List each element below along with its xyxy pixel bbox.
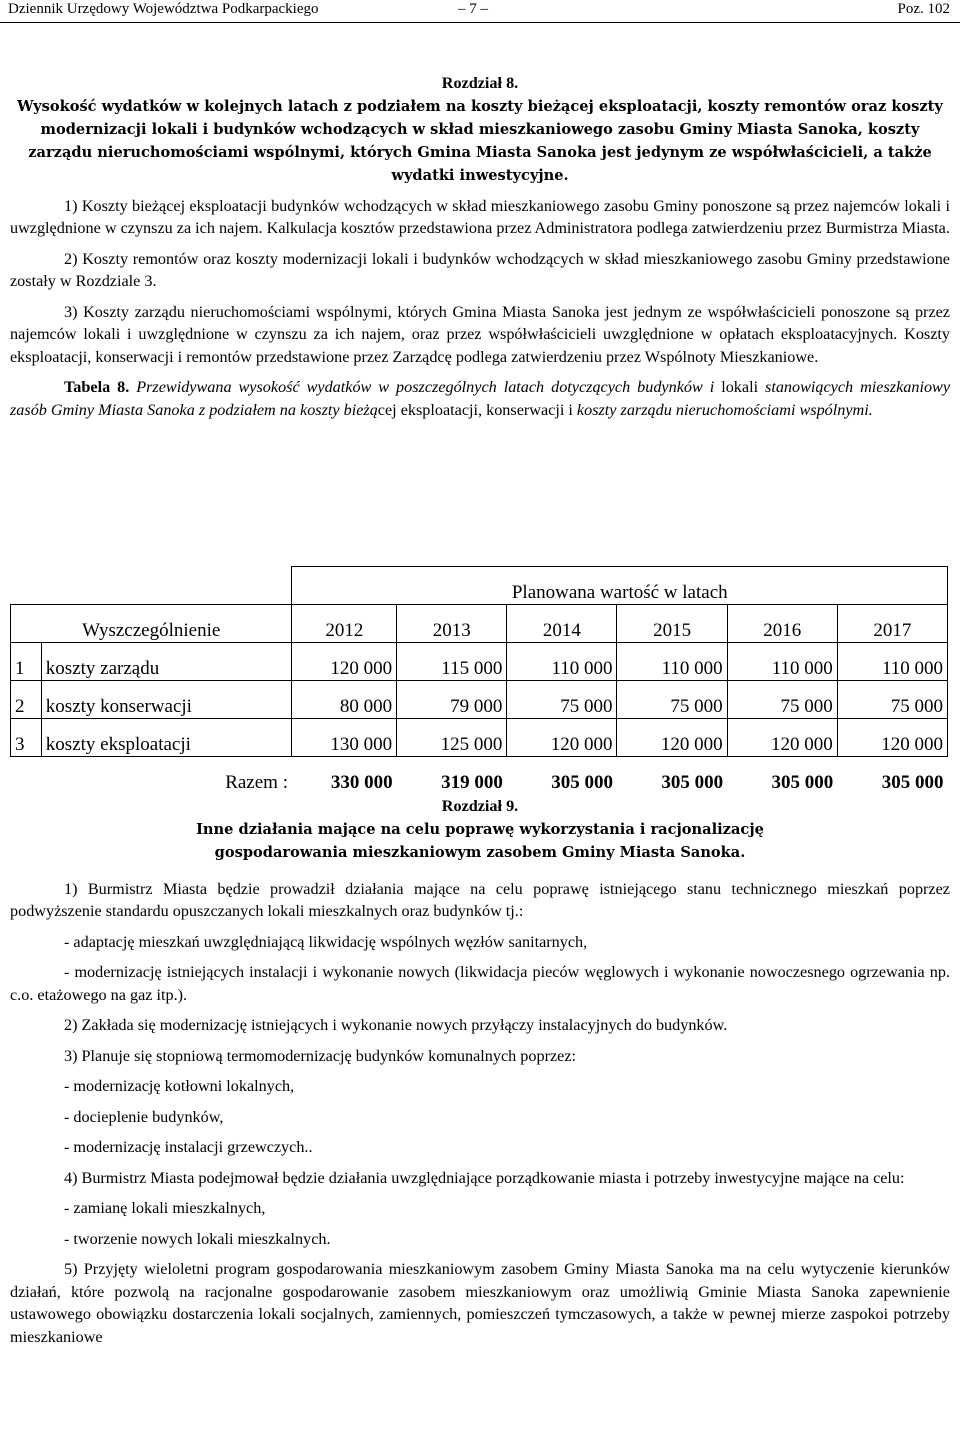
total-cell: 305 000 xyxy=(771,772,834,793)
paragraph-1: 1) Koszty bieżącej eksploatacji budynków wchodzących w skład mieszkaniowego zasobu Gminy ponoszone są przez najemców lokali i uwzględnione w czynszu za ich najem. Kalkulacja kosztów przedstawiona przez Administratora podlega zatwierdzeniu przez Burmistrza Miasta. xyxy=(10,196,950,237)
value-cell: 80 000 xyxy=(292,681,397,719)
group-header: Planowana wartość w latach xyxy=(292,567,948,605)
total-cell: 305 000 xyxy=(661,772,724,793)
col-header-description: Wyszczególnienie xyxy=(11,605,292,643)
list-item: - modernizację kotłowni lokalnych, xyxy=(64,1077,295,1095)
table-caption-part-2: i xyxy=(709,378,715,396)
list-item: - modernizację istniejących instalacji i wykonanie nowych (likwidacja pieców węglowych i wykonanie nowoczesnego ogrzewania np. c.o. etażowego na gaz itp.). xyxy=(10,963,950,1004)
table-caption-part-1: Przewidywana wysokość wydatków w poszczególnych latach dotyczących budynków xyxy=(136,378,703,396)
list-item: - modernizację instalacji grzewczych.. xyxy=(64,1138,313,1156)
value-cell: 120 000 xyxy=(292,643,397,681)
chapter-8-heading: Wysokość wydatków w kolejnych latach z podziałem na koszty bieżącej eksploatacji, koszty remontów oraz koszty modernizacji lokali i budynków wchodzących w skład mieszkaniowego zasobu Gminy Miasta Sanoka, koszty zarządu nieruchomościami wspólnymi, których Gmina Miasta Sanoka jest jedynym ze współwłaścicieli, a także wydatki inwestycyjne. xyxy=(17,97,943,184)
table-caption-part-5: cej eksploatacji, konserwacji i xyxy=(377,400,573,419)
expenses-table xyxy=(10,566,948,794)
chapter-9 xyxy=(10,795,950,1348)
page-number: – 7 – xyxy=(458,1,488,17)
value-cell: 120 000 xyxy=(507,719,617,757)
value-cell: 120 000 xyxy=(617,719,727,757)
total-cell: 319 000 xyxy=(441,772,503,793)
total-label: Razem : xyxy=(225,772,288,793)
paragraph-9-3: 3) Planuje się stopniową termomodernizację budynków komunalnych poprzez: xyxy=(64,1046,577,1065)
table-year-row xyxy=(11,605,948,643)
paragraph-9-2: 2) Zakłada się modernizację istniejących i wykonanie nowych przyłączy instalacyjnych do budynków. xyxy=(64,1016,728,1034)
list-item: - zamianę lokali mieszkalnych, xyxy=(64,1199,266,1217)
value-cell: 120 000 xyxy=(837,719,947,757)
value-cell: 110 000 xyxy=(837,643,947,681)
value-cell: 75 000 xyxy=(727,681,837,719)
table-caption-label: Tabela 8. xyxy=(64,378,130,396)
value-cell: 79 000 xyxy=(397,681,507,719)
row-name: koszty eksploatacji xyxy=(41,719,292,757)
paragraph-9-4: 4) Burmistrz Miasta podejmował będzie działania uwzględniające porządkowanie miasta i potrzeby inwestycyjne mające na celu: xyxy=(64,1168,905,1187)
value-cell: 110 000 xyxy=(507,643,617,681)
value-cell: 75 000 xyxy=(837,681,947,719)
position-number: Poz. 102 xyxy=(897,1,950,17)
year-header: 2016 xyxy=(727,605,837,643)
table-caption-part-6: koszty zarządu nieruchomościami wspólnymi. xyxy=(576,400,873,419)
row-number: 1 xyxy=(11,643,42,681)
year-header: 2012 xyxy=(292,605,397,643)
year-header: 2014 xyxy=(507,605,617,643)
table-caption xyxy=(10,376,950,421)
page-header xyxy=(0,0,960,23)
chapter-9-title: Rozdział 9. xyxy=(441,797,519,815)
table-row xyxy=(11,719,948,757)
table-total-row xyxy=(11,757,948,795)
list-item: - tworzenie nowych lokali mieszkalnych. xyxy=(64,1229,331,1248)
list-item: - docieplenie budynków, xyxy=(64,1107,224,1126)
value-cell: 115 000 xyxy=(397,643,507,681)
value-cell: 75 000 xyxy=(617,681,727,719)
value-cell: 125 000 xyxy=(397,719,507,757)
value-cell: 130 000 xyxy=(292,719,397,757)
table-row xyxy=(11,681,948,719)
total-cell: 305 000 xyxy=(551,772,613,793)
table-group-header-row xyxy=(11,567,948,605)
year-header: 2015 xyxy=(617,605,727,643)
row-number: 2 xyxy=(11,681,42,719)
row-name: koszty konserwacji xyxy=(41,681,292,719)
journal-title: Dziennik Urzędowy Województwa Podkarpackiego xyxy=(8,1,319,17)
chapter-9-heading-line-1: Inne działania mające na celu poprawę wykorzystania i racjonalizację xyxy=(196,820,764,838)
chapter-8 xyxy=(10,72,950,421)
paragraph-9-5: 5) Przyjęty wieloletni program gospodarowania mieszkaniowym zasobem Gminy Miasta Sanoka ma na celu wytyczenie kierunków działań, które pozwolą na racjonalne gospodarowanie zasobem mieszkaniowym oraz umożliwią Gminie Miasta Sanoka zapewnienie ustawowego obowiązku dostarczenia lokali socjalnych, zamiennych, pomieszczeń tymczasowych, a także w pewnej mierze zaspokoi potrzeby mieszkaniowe xyxy=(10,1260,950,1346)
table-caption-part-3: lokali xyxy=(721,378,759,396)
table-caption-part-4: stanowiących mieszkaniowy zasób Gminy Miasta Sanoka z podziałem na koszty bieżą xyxy=(10,378,951,419)
paragraph-3: 3) Koszty zarządu nieruchomościami wspólnymi, których Gmina Miasta Sanoka jest jednym ze współwłaścicieli ponoszone są przez najemców lokali i uwzględnione w czynszu za ich najem, oraz przez współwłaścicieli uwzględnione w opłatach eksploatacyjnych. Koszty eksploatacji, konserwacji i remontów przedstawione przez Zarządcę podlega zatwierdzeniu przez Wspólnoty Mieszkaniowe. xyxy=(10,302,950,366)
total-cell: 305 000 xyxy=(881,772,944,793)
table-row xyxy=(11,643,948,681)
row-number: 3 xyxy=(11,719,42,757)
row-name: koszty zarządu xyxy=(41,643,292,681)
year-header: 2017 xyxy=(837,605,947,643)
value-cell: 75 000 xyxy=(507,681,617,719)
value-cell: 110 000 xyxy=(727,643,837,681)
paragraph-9-1: 1) Burmistrz Miasta będzie prowadził działania mające na celu poprawę istniejącego stanu technicznego mieszkań poprzez podwyższenie standardu opuszczanych lokali mieszkalnych oraz budynków tj.: xyxy=(10,879,950,920)
value-cell: 110 000 xyxy=(617,643,727,681)
chapter-8-title: Rozdział 8. xyxy=(441,74,519,92)
chapter-9-heading-line-2: gospodarowania mieszkaniowym zasobem Gminy Miasta Sanoka. xyxy=(214,843,746,861)
paragraph-2: 2) Koszty remontów oraz koszty modernizacji lokali i budynków wchodzących w skład mieszkaniowego zasobu Gminy przedstawione zostały w Rozdziale 3. xyxy=(10,249,950,290)
value-cell: 120 000 xyxy=(727,719,837,757)
year-header: 2013 xyxy=(397,605,507,643)
list-item: - adaptację mieszkań uwzględniającą likwidację wspólnych węzłów sanitarnych, xyxy=(64,932,588,951)
total-cell: 330 000 xyxy=(330,772,393,793)
